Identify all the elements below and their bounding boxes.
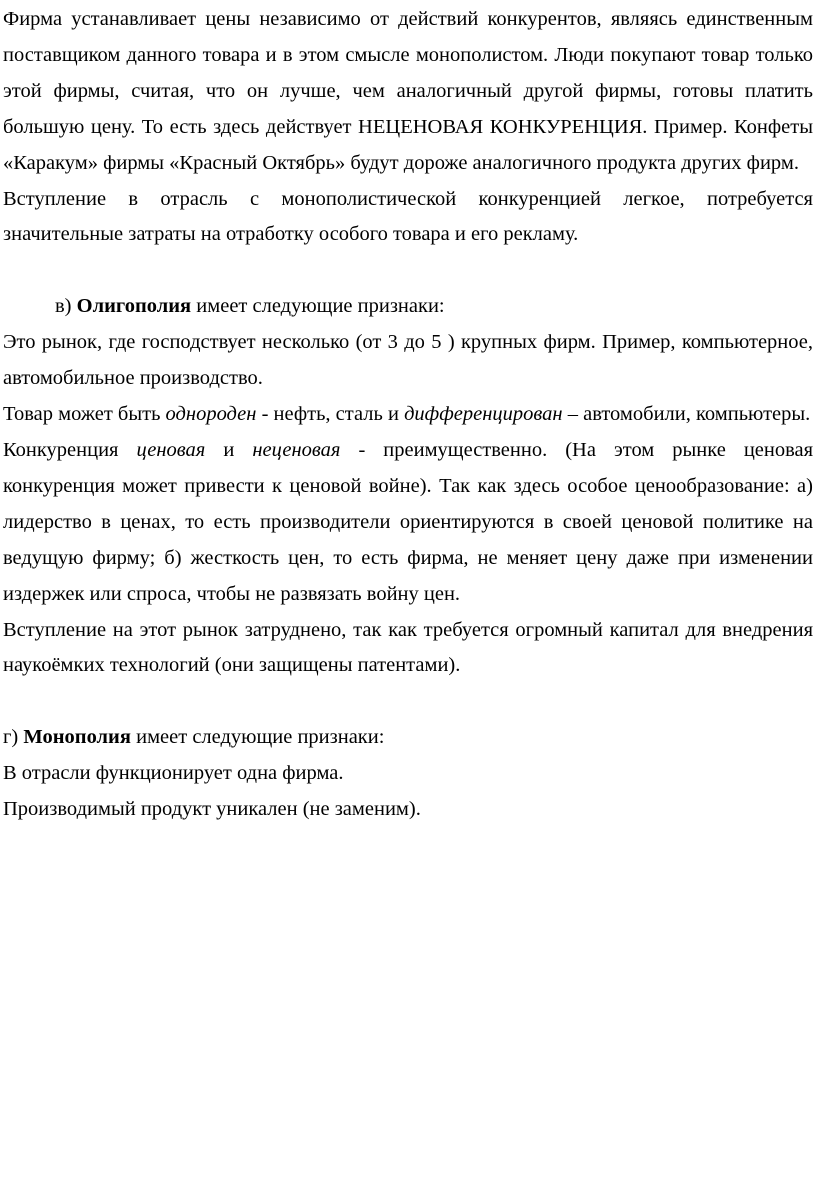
blank-line <box>3 684 813 720</box>
paragraph-oligopoly-entry: Вступление на этот рынок затруднено, так как требуется огромный капитал для внедрения наукоёмких технологий (они защищены патентами). <box>3 618 813 677</box>
paragraph-oligopoly-market: Это рынок, где господствует несколько (от 3 до 5 ) крупных фирм. Пример, компьютерное, автомобильное производство. <box>3 331 813 390</box>
product-text-2: - нефть, сталь и <box>261 403 399 426</box>
competition-text-1: Конкуренция <box>3 438 119 461</box>
competition-price: ценовая <box>136 438 206 461</box>
paragraph-monopoly-unique-product: Производимый продукт уникален (не заменим). <box>3 798 421 821</box>
product-text-3: – автомобили, компьютеры. <box>567 403 811 426</box>
heading-monopoly-suffix: имеет следующие признаки: <box>136 726 385 749</box>
heading-oligopoly-term: Олигополия <box>76 295 192 318</box>
competition-text-2: и <box>223 438 235 461</box>
product-differentiated: дифференцирован <box>404 403 563 426</box>
paragraph-monopoly-single-firm: В отрасли функционирует одна фирма. <box>3 762 344 785</box>
heading-oligopoly-prefix: в) <box>55 295 72 318</box>
paragraph-nonprice-competition: Фирма устанавливает цены независимо от действий конкурентов, являясь единственным поставщиком данного товара и в этом смысле монополистом. Люди покупают товар только этой фирмы, считая, что он лучше, чем аналогичный другой фирмы, готовы платить большую цену. То есть здесь действует НЕЦЕНОВАЯ КОНКУРЕНЦИЯ. Пример. Конфеты «Каракум» фирмы «Красный Октябрь» будут дороже аналогичного продукта других фирм. <box>3 8 813 174</box>
competition-text-3: - преимущественно. (На этом рынке ценовая конкуренция может привести к ценовой войне). Так как здесь особое ценообразование: а) лидерство в ценах, то есть производители ориентируются в своей ценовой политике на ведущую фирму; б) жесткость цен, то есть фирма, не меняет цену даже при изменении издержек или спроса, чтобы не развязать войну цен. <box>3 438 814 605</box>
paragraph-monopolistic-entry: Вступление в отрасль с монополистической конкуренцией легкое, потребуется значительные затраты на отработку особого товара и его рекламу. <box>3 187 813 246</box>
heading-monopoly <box>3 720 813 756</box>
heading-monopoly-prefix: г) <box>3 726 19 749</box>
paragraph-oligopoly-competition <box>3 433 813 613</box>
heading-oligopoly <box>3 289 813 325</box>
blank-line <box>3 253 813 289</box>
heading-monopoly-term: Монополия <box>23 726 131 749</box>
paragraph-oligopoly-product <box>3 397 813 433</box>
competition-nonprice: неценовая <box>252 438 341 461</box>
heading-oligopoly-suffix: имеет следующие признаки: <box>196 295 445 318</box>
product-text-1: Товар может быть <box>3 403 161 426</box>
product-homogeneous: однороден <box>165 403 257 426</box>
